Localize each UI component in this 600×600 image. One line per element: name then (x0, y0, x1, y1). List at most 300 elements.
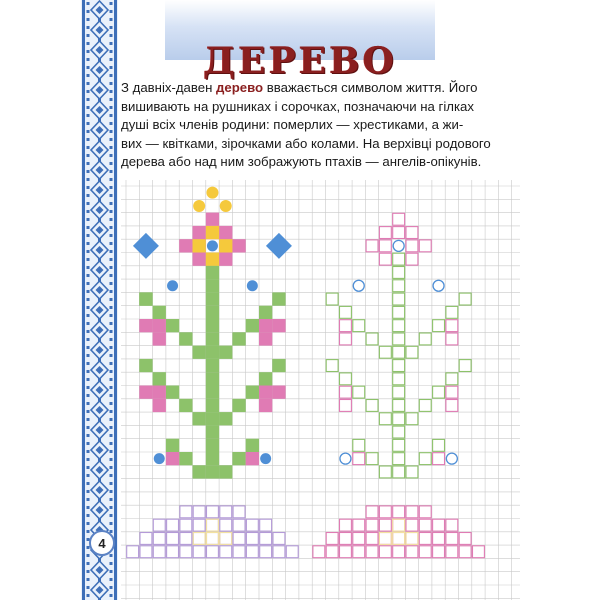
tree-branch-cell (219, 465, 232, 478)
pyramid-cell (180, 506, 192, 518)
border-dot-right (110, 514, 113, 517)
pink-flower-cell (259, 399, 272, 412)
outline-pink-cell (340, 386, 352, 398)
flower-center-cell (206, 253, 219, 266)
outline-branch-cell (340, 306, 352, 318)
outline-flower-cell (406, 253, 418, 265)
outline-pyramid-cell (313, 546, 325, 558)
border-dot-left (87, 210, 90, 213)
border-dot-left (87, 506, 90, 509)
outline-pyramid-yellow-cell (406, 533, 418, 545)
border-dot-right (110, 354, 113, 357)
border-dot-left (87, 314, 90, 317)
border-dot-right (110, 426, 113, 429)
border-dot-right (110, 338, 113, 341)
pyramid-cell (246, 533, 258, 545)
border-dot-right (110, 370, 113, 373)
outline-pyramid-cell (379, 506, 391, 518)
tree-branch-cell (153, 372, 166, 385)
border-dot-right (110, 114, 113, 117)
border-dot-left (87, 218, 90, 221)
tree-trunk-cell (206, 412, 219, 425)
border-dot-left (87, 330, 90, 333)
flower-petal-cell (219, 253, 232, 266)
pyramid-yellow-cell (220, 533, 232, 545)
border-stripe-right (114, 0, 117, 600)
border-dot-right (110, 266, 113, 269)
border-dot-left (87, 250, 90, 253)
tree-branch-cell (193, 412, 206, 425)
border-dot-right (110, 178, 113, 181)
outline-pyramid-cell (326, 546, 338, 558)
border-dot-left (87, 482, 90, 485)
tree-trunk-cell (206, 306, 219, 319)
pyramid-cell (180, 519, 192, 531)
pyramid-yellow-cell (207, 519, 219, 531)
border-dot-right (110, 242, 113, 245)
pink-flower-cell (139, 386, 152, 399)
tree-branch-cell (232, 399, 245, 412)
tree-branch-cell (272, 359, 285, 372)
border-dot-left (87, 146, 90, 149)
border-dot-left (87, 578, 90, 581)
border-dot-right (110, 82, 113, 85)
tree-branch-cell (193, 346, 206, 359)
outline-branch-cell (353, 439, 365, 451)
tree-trunk-cell (206, 425, 219, 438)
border-stripe-left (82, 0, 85, 600)
border-dot-left (87, 98, 90, 101)
border-dot-right (110, 186, 113, 189)
tree-branch-cell (259, 306, 272, 319)
border-dot-left (87, 34, 90, 37)
outline-trunk-cell (393, 333, 405, 345)
tree-trunk-cell (206, 319, 219, 332)
border-dot-right (110, 234, 113, 237)
outline-pyramid-cell (446, 546, 458, 558)
tree-branch-cell (259, 372, 272, 385)
page-title: ДЕРЕВО (203, 40, 397, 82)
blue-circle-outline-icon (393, 240, 404, 251)
outline-trunk-cell (393, 466, 405, 478)
border-dot-left (87, 10, 90, 13)
flower-petal-cell (232, 239, 245, 252)
flower-center-cell (193, 239, 206, 252)
tree-trunk-cell (206, 279, 219, 292)
border-dot-left (87, 130, 90, 133)
border-dot-right (110, 106, 113, 109)
keyword-tree: дерево (216, 80, 264, 95)
flower-petal-cell (193, 226, 206, 239)
outline-pink-cell (353, 453, 365, 465)
flower-center-cell (206, 226, 219, 239)
pyramid-cell (193, 533, 205, 545)
yellow-dot-icon (206, 187, 218, 199)
pyramid-cell (233, 519, 245, 531)
border-dot-left (87, 346, 90, 349)
outline-pyramid-cell (366, 533, 378, 545)
pink-flower-cell (272, 386, 285, 399)
border-dot-left (87, 498, 90, 501)
tree-branch-cell (246, 386, 259, 399)
border-dot-left (87, 274, 90, 277)
outline-flower-cell (419, 240, 431, 252)
tree-branch-cell (166, 319, 179, 332)
intro-paragraph (121, 79, 521, 172)
pyramid-cell (140, 546, 152, 558)
pyramid-cell (167, 546, 179, 558)
outline-flower-cell (393, 227, 405, 239)
pyramid-cell (286, 546, 298, 558)
outline-pyramid-cell (379, 546, 391, 558)
tree-branch-cell (272, 292, 285, 305)
pyramid-cell (233, 546, 245, 558)
border-dot-left (87, 586, 90, 589)
pink-flower-cell (153, 319, 166, 332)
outline-trunk-cell (393, 253, 405, 265)
border-dot-left (87, 242, 90, 245)
border-dot-left (87, 394, 90, 397)
border-dot-right (110, 162, 113, 165)
flower-petal-cell (179, 239, 192, 252)
blue-circle-outline-icon (433, 280, 444, 291)
outline-trunk-cell (393, 426, 405, 438)
tree-branch-cell (246, 439, 259, 452)
border-dot-left (87, 114, 90, 117)
outline-branch-cell (353, 386, 365, 398)
border-dot-right (110, 586, 113, 589)
border-dot-left (87, 522, 90, 525)
border-dot-right (110, 130, 113, 133)
pink-flower-cell (259, 386, 272, 399)
pyramid-cell (260, 533, 272, 545)
outline-branch-cell (353, 320, 365, 332)
outline-branch-cell (459, 293, 471, 305)
border-dot-right (110, 258, 113, 261)
border-dot-right (110, 562, 113, 565)
border-dot-right (110, 226, 113, 229)
border-dot-right (110, 18, 113, 21)
pyramid-cell (167, 519, 179, 531)
border-dot-right (110, 458, 113, 461)
border-dot-right (110, 2, 113, 5)
border-dot-right (110, 490, 113, 493)
pink-flower-cell (272, 319, 285, 332)
tree-colored (133, 187, 292, 479)
outline-branch-cell (326, 293, 338, 305)
border-dot-right (110, 122, 113, 125)
border-dot-right (110, 98, 113, 101)
outline-branch-cell (379, 413, 391, 425)
tree-branch-cell (193, 465, 206, 478)
page-number-badge: 4 (89, 530, 115, 556)
pink-flower-cell (246, 452, 259, 465)
outline-trunk-cell (393, 386, 405, 398)
outline-branch-cell (419, 400, 431, 412)
border-dot-right (110, 522, 113, 525)
outline-branch-cell (379, 346, 391, 358)
outline-trunk-cell (393, 306, 405, 318)
outline-trunk-cell (393, 453, 405, 465)
border-dot-left (87, 434, 90, 437)
border-dot-left (87, 202, 90, 205)
tree-branch-cell (153, 306, 166, 319)
outline-pink-cell (446, 333, 458, 345)
border-dot-right (110, 146, 113, 149)
tree-branch-cell (246, 319, 259, 332)
pyramid-cell (220, 519, 232, 531)
border-dot-right (110, 250, 113, 253)
border-dot-left (87, 466, 90, 469)
outline-pyramid-cell (433, 546, 445, 558)
border-dot-right (110, 314, 113, 317)
border-dot-right (110, 402, 113, 405)
border-dot-right (110, 554, 113, 557)
pyramid-cell (233, 506, 245, 518)
yellow-dot-icon (220, 200, 232, 212)
blue-circle-icon (154, 453, 165, 464)
border-dot-right (110, 10, 113, 13)
outline-pink-cell (446, 320, 458, 332)
tree-branch-cell (219, 412, 232, 425)
pink-flower-cell (166, 452, 179, 465)
paragraph-line-4: вих — квітками, зірочками або колами. На верхівці родового (121, 135, 491, 151)
outline-pyramid-cell (406, 506, 418, 518)
tree-branch-cell (219, 346, 232, 359)
tree-trunk-cell (206, 292, 219, 305)
outline-trunk-cell (393, 346, 405, 358)
pyramid-cell (273, 546, 285, 558)
outline-branch-cell (406, 346, 418, 358)
tree-branch-cell (179, 399, 192, 412)
tree-trunk-cell (206, 439, 219, 452)
pink-flower-cell (153, 399, 166, 412)
border-dot-left (87, 2, 90, 5)
outline-pink-cell (340, 400, 352, 412)
outline-pyramid-cell (419, 546, 431, 558)
border-dot-left (87, 450, 90, 453)
tree-trunk-cell (206, 386, 219, 399)
border-dot-right (110, 282, 113, 285)
border-dot-left (87, 530, 90, 533)
pyramid-cell (140, 533, 152, 545)
outline-pyramid-cell (353, 533, 365, 545)
border-dot-left (87, 362, 90, 365)
outline-pyramid-cell (353, 546, 365, 558)
outline-branch-cell (419, 333, 431, 345)
yellow-dot-icon (193, 200, 205, 212)
blue-circle-outline-icon (446, 453, 457, 464)
tree-branch-cell (232, 452, 245, 465)
border-dot-right (110, 474, 113, 477)
tree-trunk-cell (206, 346, 219, 359)
outline-pyramid-cell (473, 546, 485, 558)
border-dot-left (87, 378, 90, 381)
border-dot-left (87, 370, 90, 373)
pyramid-cell (153, 546, 165, 558)
pink-flower-cell (139, 319, 152, 332)
border-dot-left (87, 474, 90, 477)
border-dot-right (110, 298, 113, 301)
outline-pyramid-cell (340, 533, 352, 545)
border-dot-right (110, 570, 113, 573)
outline-pyramid-cell (393, 546, 405, 558)
border-dot-left (87, 562, 90, 565)
outline-pyramid-cell (433, 533, 445, 545)
border-dot-left (87, 298, 90, 301)
outline-pyramid-cell (406, 546, 418, 558)
outline-pyramid-cell (419, 533, 431, 545)
flower-center-cell (219, 239, 232, 252)
outline-trunk-cell (393, 439, 405, 451)
outline-branch-cell (433, 386, 445, 398)
border-dot-right (110, 154, 113, 157)
border-dot-left (87, 290, 90, 293)
outline-trunk-cell (393, 413, 405, 425)
border-dot-left (87, 82, 90, 85)
blue-circle-icon (247, 280, 258, 291)
outline-pyramid-cell (366, 519, 378, 531)
blue-circle-outline-icon (340, 453, 351, 464)
outline-pyramid-cell (419, 519, 431, 531)
outline-trunk-cell (393, 373, 405, 385)
ornament-border (81, 0, 118, 600)
tree-trunk-cell (206, 359, 219, 372)
outline-pyramid-cell (326, 533, 338, 545)
border-dot-right (110, 466, 113, 469)
outline-branch-cell (340, 373, 352, 385)
pyramid-cell (193, 519, 205, 531)
outline-pyramid-cell (419, 506, 431, 518)
border-dot-right (110, 210, 113, 213)
border-dot-left (87, 234, 90, 237)
border-dot-right (110, 26, 113, 29)
border-dot-right (110, 34, 113, 37)
border-dot-left (87, 18, 90, 21)
pyramid-cell (180, 546, 192, 558)
border-dot-right (110, 410, 113, 413)
outline-pink-cell (446, 386, 458, 398)
flower-petal-cell (206, 213, 219, 226)
outline-pyramid-yellow-cell (379, 533, 391, 545)
outline-trunk-cell (393, 400, 405, 412)
border-dot-left (87, 338, 90, 341)
outline-trunk-cell (393, 360, 405, 372)
border-dot-left (87, 194, 90, 197)
paragraph-line-1: З давніх-давен дерево вважається символом життя. Його (121, 80, 478, 95)
pyramid-cell (246, 546, 258, 558)
outline-pyramid-cell (340, 519, 352, 531)
outline-flower-cell (379, 227, 391, 239)
outline-flower-cell (393, 213, 405, 225)
border-dot-right (110, 202, 113, 205)
outline-branch-cell (446, 373, 458, 385)
pyramid-cell (180, 533, 192, 545)
pyramid-yellow-cell (207, 533, 219, 545)
pyramid-cell (207, 506, 219, 518)
border-dot-right (110, 450, 113, 453)
outline-pyramid-yellow-cell (393, 519, 405, 531)
blue-circle-icon (207, 240, 218, 251)
border-dot-right (110, 194, 113, 197)
outline-pink-cell (340, 333, 352, 345)
border-dot-left (87, 178, 90, 181)
border-dot-right (110, 322, 113, 325)
drawing-grid[interactable] (121, 180, 520, 600)
border-dot-left (87, 386, 90, 389)
pink-flower-cell (259, 319, 272, 332)
outline-pyramid-cell (379, 533, 391, 545)
border-dot-left (87, 442, 90, 445)
pyramid-cell (220, 533, 232, 545)
pink-flower-cell (153, 332, 166, 345)
pyramid-cell (260, 546, 272, 558)
border-dot-right (110, 578, 113, 581)
outline-branch-cell (366, 453, 378, 465)
border-dot-left (87, 266, 90, 269)
outline-pyramid-cell (406, 519, 418, 531)
outline-branch-cell (366, 400, 378, 412)
paragraph-line-2: вишивають на рушниках і сорочках, позначаючи на гілках (121, 98, 474, 114)
border-dot-left (87, 570, 90, 573)
outline-branch-cell (366, 333, 378, 345)
outline-flower-cell (366, 240, 378, 252)
border-dot-right (110, 218, 113, 221)
paragraph-line-5: дерева або над ним зображують птахів — ангелів-опікунів. (121, 154, 482, 170)
outline-branch-cell (419, 453, 431, 465)
border-dot-right (110, 170, 113, 173)
pyramid-cell (260, 519, 272, 531)
outline-branch-cell (459, 360, 471, 372)
outline-pink-cell (433, 453, 445, 465)
border-dot-left (87, 258, 90, 261)
pyramid-cell (167, 533, 179, 545)
pyramid-cell (220, 506, 232, 518)
tree-branch-cell (139, 292, 152, 305)
outline-flower-cell (379, 253, 391, 265)
tree-trunk-cell (206, 465, 219, 478)
outline-pyramid-cell (446, 533, 458, 545)
border-dot-right (110, 90, 113, 93)
border-dot-left (87, 402, 90, 405)
border-dot-left (87, 322, 90, 325)
pyramid-cell (207, 519, 219, 531)
outline-flower-cell (406, 240, 418, 252)
border-dot-left (87, 122, 90, 125)
tree-branch-cell (179, 332, 192, 345)
tree-trunk-cell (206, 452, 219, 465)
tree-branch-cell (179, 452, 192, 465)
pyramid-cell (246, 519, 258, 531)
outline-trunk-cell (393, 280, 405, 292)
tree-branch-cell (166, 439, 179, 452)
border-dot-left (87, 418, 90, 421)
outline-pyramid-cell (366, 546, 378, 558)
border-dot-right (110, 290, 113, 293)
blue-circle-outline-icon (353, 280, 364, 291)
border-dot-right (110, 434, 113, 437)
outline-branch-cell (433, 320, 445, 332)
border-dot-left (87, 354, 90, 357)
border-dot-right (110, 274, 113, 277)
outline-pink-cell (340, 320, 352, 332)
outline-branch-cell (433, 439, 445, 451)
outline-branch-cell (406, 466, 418, 478)
border-dot-right (110, 394, 113, 397)
border-dot-right (110, 306, 113, 309)
border-dot-left (87, 138, 90, 141)
blue-diamond-icon (266, 233, 292, 259)
